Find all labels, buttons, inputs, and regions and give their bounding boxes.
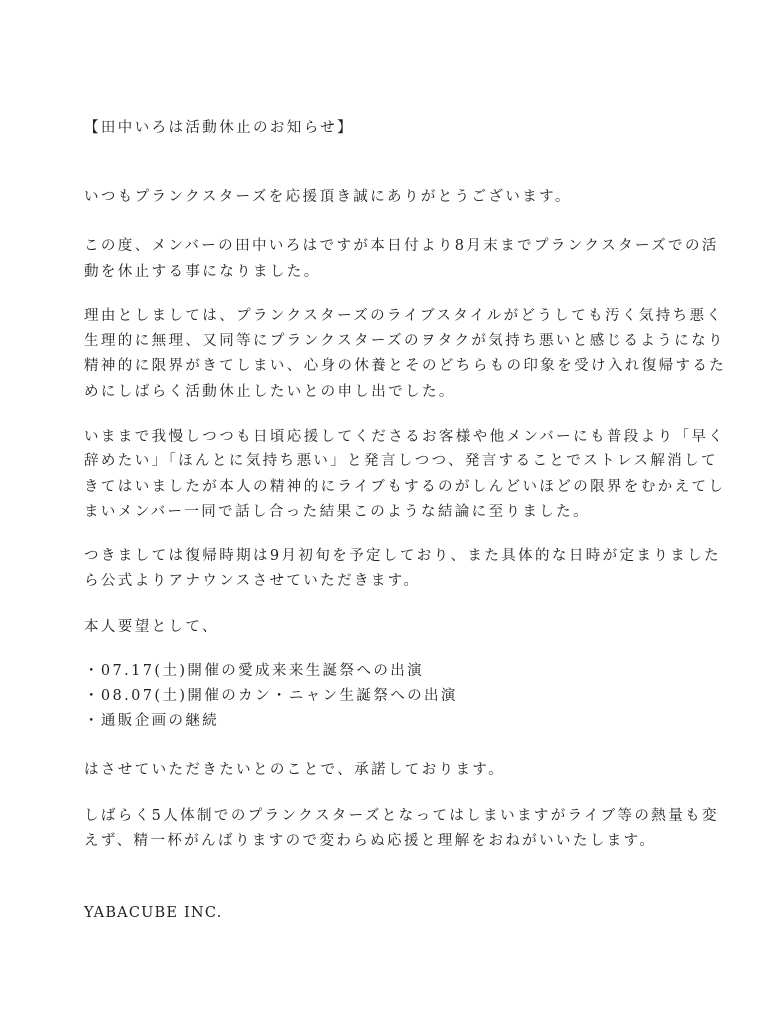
closing-line: しばらく5人体制でのプランクスターズとなってはしまいますがライブ等の熱量も変 [84, 808, 719, 824]
closing-line: えず、精一杯がんばりますので変わらぬ応援と理解をおねがいいたします。 [84, 833, 657, 849]
reason-line: 理由としましては、プランクスターズのライブスタイルがどうしても汚く気持ち悪く [84, 308, 724, 324]
greeting-text: いつもプランクスターズを応援頂き誠にありがとうございます。 [84, 189, 572, 205]
announcement-line: この度、メンバーの田中いろはですが本日付より8月末までプランクスターズでの活 [84, 238, 719, 254]
company-signature: YABACUBE INC. [84, 905, 223, 921]
details-line: 辞めたい」「ほんとに気持ち悪い」と発言しつつ、発言することでストレス解消して [84, 453, 718, 469]
request-item: ・08.07(土)開催のカン・ニャン生誕祭への出演 [84, 688, 458, 704]
return-line: つきましては復帰時期は9月初旬を予定しており、また具体的な日時が定まりました [84, 548, 721, 564]
acceptance-text: はさせていただきたいとのことで、承諾しております。 [84, 762, 506, 778]
request-item: ・07.17(土)開催の愛成来来生誕祭への出演 [84, 663, 425, 679]
reason-line: めにしばらく活動休止したいとの申し出でした。 [84, 384, 456, 400]
details-line: いままで我慢しつつも日頃応援してくださるお客様や他メンバーにも普段より「早く [84, 429, 726, 445]
reason-line: 生理的に無理、又同等にプランクスターズのヲタクが気持ち悪いと感じるようになり [84, 333, 725, 349]
request-item: ・通販企画の継続 [84, 713, 220, 729]
details-line: きてはいましたが本人の精神的にライブもするのがしんどいほどの限界をむかえてし [84, 479, 726, 495]
announcement-line: 動を休止する事になりました。 [84, 264, 321, 280]
reason-line: 精神的に限界がきてしまい、心身の休養とそのどちらもの印象を受け入れ復帰するた [84, 358, 727, 374]
request-intro: 本人要望として、 [84, 619, 219, 635]
return-line: ら公式よりアナウンスさせていただきます。 [84, 573, 421, 589]
details-line: まいメンバー一同で話し合った結果このような結論に至りました。 [84, 504, 590, 520]
document-title: 【田中いろは活動休止のお知らせ】 [84, 120, 354, 136]
